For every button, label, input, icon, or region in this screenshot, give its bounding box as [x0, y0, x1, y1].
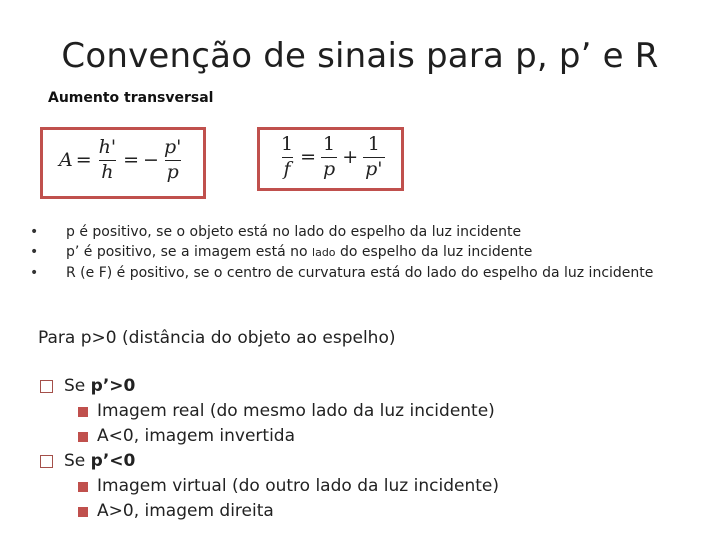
bullet-text-p-prime: [66, 242, 666, 263]
filled-square-icon: [78, 507, 88, 517]
formula-a-frac1: [97, 138, 118, 183]
formula-a-lhs: A: [59, 149, 73, 172]
bullet-text-p-prime-b: do espelho da luz incidente: [335, 244, 533, 260]
case-item: [40, 449, 499, 474]
case-item: [40, 374, 499, 399]
formula-b-frac3-den: p': [365, 157, 383, 180]
case-prefix: Se: [64, 451, 86, 471]
formula-a-frac2-den: p: [166, 160, 179, 183]
case-subitem: [40, 499, 499, 524]
cases-list: [40, 374, 499, 524]
case-subitem-text: Imagem virtual (do outro lado da luz incidente): [97, 476, 499, 496]
hollow-square-icon: [40, 380, 53, 393]
case-subitem: [40, 399, 499, 424]
formula-b-frac2-num: 1: [323, 133, 336, 155]
bullet-dot-icon: •: [30, 244, 39, 260]
formula-a-frac2: [162, 138, 183, 183]
magnification-formula-box: [40, 127, 206, 199]
case-condition: p’<0: [90, 451, 136, 471]
formula-b-frac1-den: f: [283, 157, 291, 180]
case-prefix: Se: [64, 376, 86, 396]
object-distance-note: Para p>0 (distância do objeto ao espelho): [38, 328, 396, 348]
formula-b-frac2-den: p: [323, 157, 336, 180]
formula-a-frac1-den: h: [101, 160, 114, 183]
formula-b-frac3: [363, 135, 384, 180]
hollow-square-icon: [40, 455, 53, 468]
case-subitem-text: A>0, imagem direita: [97, 501, 274, 521]
case-subitem: [40, 474, 499, 499]
magnification-equation: [59, 138, 185, 183]
bullet-dot-icon: •: [30, 265, 39, 281]
filled-square-icon: [78, 482, 88, 492]
formula-b-plus: +: [342, 146, 359, 169]
bullet-dot-icon: •: [30, 224, 39, 240]
formula-b-frac2: [321, 135, 337, 180]
sign-convention-list: [26, 222, 666, 283]
filled-square-icon: [78, 407, 88, 417]
formula-a-eq2: =: [123, 149, 140, 172]
bullet-text-p: p é positivo, se o objeto está no lado do espelho da luz incidente: [66, 224, 522, 240]
page-title: Convenção de sinais para p, p’ e R: [61, 36, 659, 76]
subheading: Aumento transversal: [48, 90, 214, 106]
mirror-equation-box: [257, 127, 404, 191]
filled-square-icon: [78, 432, 88, 442]
list-item: [26, 263, 666, 283]
mirror-equation: [277, 135, 387, 180]
bullet-text-p-prime-a: p’ é positivo, se a imagem está no: [66, 244, 313, 260]
formula-b-eq: =: [300, 146, 317, 169]
list-item: [26, 222, 666, 242]
formula-a-eq1: =: [75, 149, 92, 172]
case-condition: p’>0: [90, 376, 136, 396]
formula-b-frac3-num: 1: [367, 133, 380, 155]
list-item: [26, 242, 666, 263]
case-subitem: [40, 424, 499, 449]
case-subitem-text: A<0, imagem invertida: [97, 426, 296, 446]
formula-a-frac2-num: p': [163, 136, 182, 158]
case-subitem-text: Imagem real (do mesmo lado da luz incidente): [97, 401, 495, 421]
formula-a-minus: −: [143, 149, 159, 172]
formula-b-frac1: [279, 135, 295, 180]
bullet-text-p-prime-small: lado: [312, 246, 336, 259]
bullet-text-r: R (e F) é positivo, se o centro de curvatura está do lado do espelho da luz incidente: [66, 265, 654, 281]
formula-b-frac1-num: 1: [281, 133, 294, 155]
formula-a-frac1-num: h': [98, 136, 117, 158]
